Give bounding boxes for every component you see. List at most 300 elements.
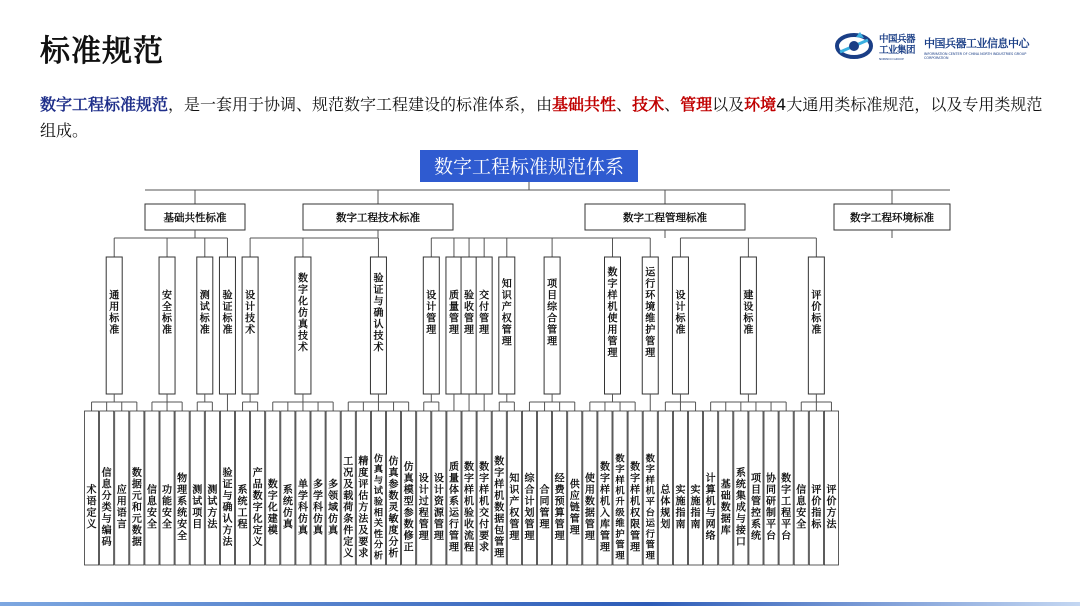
group-label-char: 准 [162,325,173,336]
leaf-label-char: 应 [116,485,127,496]
leaf-label-char: 据 [584,508,595,519]
group-label-char: 标 [811,313,822,325]
leaf-label-char: 数 [494,502,505,514]
group-label-char: 全 [162,302,173,313]
group-label-char: 价 [811,302,822,313]
group-label-char: 境 [645,302,656,313]
leaf-label-char: 真 [282,519,293,531]
group-label-char: 安 [162,290,173,302]
leaf-label-char: 证 [222,479,233,491]
leaf-label-char: 真 [328,525,339,537]
leaf-label-char: 划 [660,519,671,531]
leaf-label-char: 灵 [388,502,399,514]
leaf-label-char: 实 [675,485,686,496]
group-label-char: 准 [199,325,210,336]
leaf-label-char: 字 [645,464,655,476]
leaf-label-char: 络 [705,531,716,542]
leaf-label-char: 施 [690,496,701,508]
group-label-char: 字 [297,284,308,296]
leaf-label-char: 据 [720,513,731,525]
category-node [303,204,453,230]
leaf-label-char: 理 [539,519,550,531]
logo-short-name: 中国兵器工业集团 [879,34,916,56]
leaf-label-char: 敏 [388,513,399,525]
leaf-label-char: 学 [313,490,324,502]
leaf-label-char: 多 [328,479,339,491]
group-label-char: 证 [373,284,384,296]
leaf-label-char: 化 [252,513,263,525]
group-label-char: 准 [222,325,233,336]
leaf-label-char: 信 [146,485,157,496]
leaf-label-char: 总 [660,485,671,496]
group-label-char: 机 [607,302,618,313]
group-label-char: 通 [109,290,120,302]
group-label-char: 管 [547,325,558,336]
leaf-label-char: 样 [645,474,655,486]
leaf-label-char: 定 [252,525,263,537]
group-label-char: 测 [199,290,210,302]
group-label-char: 评 [811,290,822,302]
group-label-char: 管 [645,336,656,348]
logo-full-name: 中国兵器工业信息中心 [924,37,1029,50]
group-label-char: 标 [743,313,754,325]
group-label-char: 管 [426,313,437,325]
leaf-label-char: 数 [584,496,595,508]
leaf-label-char: 同 [766,485,777,496]
leaf-label-char: 测 [207,485,218,496]
leaf-label-char: 管 [494,536,505,548]
leaf-label-char: 目 [192,519,203,531]
leaf-label-char: 实 [690,485,701,496]
category-node [585,204,745,230]
group-label-char: 运 [645,267,656,279]
leaf-label-char: 样 [464,485,475,496]
group-label-char: 试 [199,302,210,313]
group-label-char: 验 [464,290,475,302]
intro-text-3: 4大通用类标准规范，以及专用类规范组成。 [40,95,1043,140]
group-label-char: 术 [373,342,384,354]
leaf-label-char: 据 [131,479,142,491]
leaf-label-char: 库 [599,519,610,531]
intro-kw-env: 环境 [744,95,777,114]
intro-sep-1: 、 [616,95,633,114]
leaf-label-char: 码 [101,536,112,548]
group-label-char: 理 [464,325,475,336]
leaf-label-char: 理 [418,531,429,542]
leaf-label-char: 升 [615,496,625,508]
leaf-label-char: 理 [494,548,505,560]
intro-term: 数字工程标准规范 [40,95,169,114]
leaf-label-char: 数 [131,525,142,537]
category-node [145,204,245,230]
category-label: 数字工程管理标准 [623,212,707,224]
tree-root [420,150,638,182]
leaf-label-char: 计 [524,496,535,508]
leaf-label-char: 南 [675,519,686,531]
group-label-char: 收 [464,302,475,313]
leaf-label-char: 运 [448,508,459,519]
leaf-label-char: 机 [479,496,490,508]
leaf-label-char: 管 [750,496,761,508]
leaf-label-char: 求 [358,548,369,560]
leaf-label-char: 方 [358,502,369,514]
leaf-label-char: 能 [162,496,173,508]
group-label-char: 行 [645,279,656,290]
group-label-char: 权 [501,313,512,325]
leaf-label-char: 试 [192,496,203,508]
leaf-label-char: 口 [735,536,746,548]
leaf-label-char: 理 [509,531,520,542]
leaf-label-char: 荷 [343,502,354,514]
leaf-label-char: 管 [630,531,641,542]
leaf-label-char: 品 [252,479,263,491]
group-label-char: 建 [743,290,754,302]
intro-sep-2: 、 [664,95,681,114]
leaf-label-char: 分 [101,490,112,502]
intro-kw-basic: 基础共性 [552,95,617,114]
intro-kw-tech: 技术 [632,95,665,114]
leaf-label-char: 真 [373,464,384,476]
leaf-label-char: 机 [645,485,655,497]
leaf-label-char: 评 [358,479,369,491]
leaf-label-char: 全 [162,519,173,531]
leaf-label-char: 资 [433,496,444,508]
leaf-label-char: 管 [433,519,444,531]
leaf-label-char: 载 [343,490,354,502]
leaf-label-char: 设 [433,473,444,485]
leaf-label-char: 多 [313,479,324,491]
leaf-label-char: 建 [267,513,278,525]
group-label-char: 理 [479,325,490,336]
leaf-label-char: 理 [569,525,580,537]
leaf-label-char: 协 [766,473,777,485]
leaf-label-char: 系 [750,519,761,531]
group-label-char: 理 [426,325,437,336]
leaf-label-char: 术 [86,485,97,496]
leaf-label-char: 包 [494,525,505,537]
leaf-label-char: 信 [796,485,807,496]
leaf-label-char: 分 [373,539,384,551]
leaf-label-char: 数 [781,473,792,485]
leaf-label-char: 法 [222,536,233,548]
leaf-label-char: 全 [146,519,157,531]
leaf-label-char: 试 [373,485,384,497]
leaf-label-char: 供 [569,479,580,491]
leaf-label-char: 方 [826,508,837,519]
group-label-char: 真 [297,319,308,331]
leaf-label-char: 理 [615,550,625,562]
leaf-label-char: 测 [192,485,203,496]
leaf-label-char: 验 [222,467,233,479]
leaf-label-char: 设 [418,473,429,485]
leaf-label-char: 管 [615,539,625,551]
category-label: 基础共性标准 [163,212,227,224]
leaf-label-char: 义 [252,536,263,548]
group-label-char: 数 [607,267,618,279]
leaf-label-char: 权 [509,508,520,519]
leaf-label-char: 用 [116,496,127,508]
leaf-label-char: 法 [358,513,369,525]
leaf-label-char: 定 [343,536,354,548]
leaf-label-char: 平 [645,496,655,508]
leaf-label-char: 化 [267,502,278,514]
leaf-label-char: 理 [554,531,565,542]
leaf-label-char: 入 [599,508,610,519]
leaf-label-char: 样 [599,485,610,496]
page-title: 标准规范 [40,34,164,69]
leaf-label-char: 库 [720,525,731,537]
leaf-label-char: 识 [509,485,520,496]
leaf-label-char: 字 [479,473,490,485]
leaf-label-char: 过 [418,496,429,508]
leaf-label-char: 法 [207,519,218,531]
leaf-label-char: 施 [675,496,686,508]
group-label-char: 量 [448,302,459,313]
leaf-label-char: 指 [690,508,701,519]
group-label-char: 数 [297,273,308,285]
group-label-char: 验 [373,273,384,285]
leaf-label-char: 息 [101,479,112,491]
leaf-label-char: 付 [479,519,490,531]
leaf-label-char: 台 [781,531,792,542]
leaf-label-char: 数 [615,453,625,465]
leaf-label-char: 平 [766,519,777,531]
leaf-label-char: 方 [222,525,233,537]
leaf-label-char: 行 [645,528,655,540]
leaf-label-char: 相 [373,507,384,519]
group-label-char: 样 [607,290,618,302]
leaf-label-char: 机 [464,496,475,508]
group-label-char: 交 [479,290,490,302]
leaf-label-char: 评 [826,485,837,496]
leaf-label-char: 质 [448,462,459,473]
leaf-label-char: 参 [403,508,414,519]
leaf-label-char: 产 [252,467,263,479]
leaf-label-char: 数 [267,479,278,491]
leaf-label-char: 方 [207,508,218,519]
leaf-label-char: 全 [796,519,807,531]
leaf-label-char: 功 [162,485,173,496]
leaf-label-char: 验 [464,508,475,519]
leaf-label-char: 机 [705,496,716,508]
leaf-label-char: 真 [388,467,399,479]
leaf-label-char: 信 [101,467,112,479]
leaf-label-char: 使 [584,473,595,485]
leaf-label-char: 统 [177,508,188,519]
leaf-label-char: 系 [237,485,248,496]
leaf-label-char: 字 [630,473,641,485]
leaf-label-char: 数 [599,462,610,473]
leaf-label-char: 语 [116,508,127,519]
leaf-label-char: 试 [207,496,218,508]
leaf-label-char: 行 [448,519,459,531]
group-label-char: 技 [297,330,308,342]
group-label-char: 标 [675,313,686,325]
leaf-label-char: 程 [418,508,429,519]
leaf-label-char: 科 [313,502,324,514]
group-label-char: 计 [675,302,686,313]
leaf-label-char: 计 [433,485,444,496]
group-label-char: 仿 [297,307,308,319]
leaf-label-char: 理 [599,542,610,554]
group-label-char: 准 [811,325,822,336]
leaf-label-char: 理 [584,531,595,542]
leaf-label-char: 物 [177,473,188,485]
leaf-label-char: 理 [645,550,655,562]
group-label-char: 设 [426,290,437,302]
leaf-label-char: 标 [811,519,822,531]
group-label-char: 管 [607,336,618,348]
leaf-label-char: 性 [373,528,384,540]
group-label-char: 证 [222,302,233,313]
leaf-label-char: 安 [796,508,807,519]
leaf-label-char: 域 [328,502,339,514]
leaf-label-char: 机 [630,496,641,508]
group-label-char: 理 [645,348,656,359]
leaf-label-char: 应 [569,490,580,502]
group-label-char: 使 [607,313,618,325]
leaf-label-char: 数 [479,462,490,473]
leaf-label-char: 真 [403,473,414,485]
leaf-label-char: 仿 [403,462,414,473]
leaf-label-char: 机 [599,496,610,508]
leaf-label-char: 统 [237,496,248,508]
leaf-label-char: 制 [766,508,777,519]
leaf-label-char: 管 [599,531,610,542]
group-label-char: 术 [245,325,256,336]
group-label-char: 合 [547,313,558,325]
group-label-char: 目 [547,290,558,302]
leaf-label-char: 估 [358,490,369,502]
leaf-label-char: 基 [720,479,731,491]
leaf-label-char: 字 [267,490,278,502]
group-label-char: 理 [501,336,512,348]
group-label-char: 准 [675,325,686,336]
leaf-label-char: 链 [569,502,580,514]
leaf-label-char: 关 [373,518,384,530]
leaf-label-char: 数 [388,490,399,502]
leaf-label-char: 参 [388,479,399,491]
leaf-label-char: 与 [705,508,716,519]
intro-kw-mgmt: 管理 [680,95,713,114]
leaf-label-char: 精 [358,456,369,468]
leaf-label-char: 费 [554,485,565,496]
leaf-label-char: 与 [735,513,746,525]
group-label-char: 计 [426,302,437,313]
leaf-label-char: 求 [479,542,490,554]
leaf-label-char: 义 [343,548,354,560]
leaf-label-char: 字 [599,473,610,485]
leaf-label-char: 据 [494,513,505,525]
intro-text-2: 以及 [712,95,745,114]
leaf-label-char: 集 [735,490,746,502]
group-label-char: 管 [448,313,459,325]
group-label-char: 计 [245,302,256,313]
group-label-char: 管 [501,325,512,336]
leaf-label-char: 字 [615,464,625,476]
leaf-label-char: 管 [645,539,655,551]
leaf-label-char: 统 [750,531,761,542]
leaf-label-char: 数 [403,519,414,531]
leaf-label-char: 认 [222,513,233,525]
leaf-label-char: 指 [811,508,822,519]
leaf-label-char: 项 [750,473,761,485]
group-label-char: 技 [373,330,384,342]
leaf-label-char: 研 [766,496,777,508]
leaf-label-char: 交 [479,508,490,519]
leaf-label-char: 源 [433,508,444,519]
leaf-label-char: 维 [615,518,625,530]
leaf-label-char: 语 [86,496,97,508]
leaf-label-char: 成 [735,502,746,514]
group-label-char: 字 [607,279,618,290]
group-label-char: 设 [675,290,686,302]
leaf-label-char: 价 [826,496,837,508]
leaf-label-char: 系 [177,496,188,508]
group-label-char: 准 [109,325,120,336]
leaf-label-char: 限 [630,519,641,531]
leaf-label-char: 息 [796,496,807,508]
leaf-label-char: 修 [403,531,414,542]
leaf-label-char: 样 [479,485,490,496]
category-label: 数字工程环境标准 [850,212,934,224]
leaf-label-char: 系 [735,467,746,479]
bottom-accent-bar [0,602,1080,606]
logo-short-english: NORINCO GROUP [879,57,904,61]
leaf-label-char: 管 [569,513,580,525]
leaf-label-char: 仿 [373,453,384,465]
group-label-char: 产 [501,302,512,313]
leaf-label-char: 同 [539,496,550,508]
leaf-label-char: 理 [448,542,459,554]
leaf-label-char: 单 [297,479,308,491]
leaf-label-char: 规 [660,508,671,519]
group-label-char: 标 [162,313,173,325]
group-label-char: 化 [297,296,308,308]
leaf-label-char: 模 [267,525,278,537]
tree-root-label: 数字工程标准规范体系 [433,156,625,178]
leaf-label-char: 网 [705,519,716,531]
leaf-label-char: 经 [554,473,565,485]
leaf-label-char: 法 [826,519,837,531]
group-label-char: 用 [607,325,618,336]
leaf-label-char: 南 [690,519,701,531]
group-label-char: 用 [109,302,120,313]
leaf-label-char: 正 [403,542,414,554]
leaf-label-char: 项 [192,508,203,519]
leaf-label-char: 权 [630,508,641,519]
leaf-label-char: 全 [177,531,188,542]
group-label-char: 知 [501,279,512,290]
leaf-label-char: 真 [297,525,308,537]
leaf-label-char: 言 [116,519,127,531]
leaf-label-char: 元 [131,490,142,502]
leaf-label-char: 程 [237,519,248,531]
group-label-char: 综 [547,302,558,313]
leaf-label-char: 仿 [297,513,308,525]
leaf-label-char: 体 [660,496,671,508]
leaf-label-char: 与 [373,474,384,486]
leaf-label-char: 及 [358,525,369,537]
leaf-label-char: 综 [524,473,535,485]
group-label-char: 付 [479,302,490,313]
group-label-char: 识 [501,290,512,302]
intro-text-1: ，是一套用于协调、规范数字工程建设的标准体系，由 [168,95,553,114]
leaf-label-char: 学 [297,490,308,502]
category-label: 数字工程技术标准 [336,212,420,224]
leaf-label-char: 数 [630,462,641,473]
leaf-label-char: 字 [464,473,475,485]
